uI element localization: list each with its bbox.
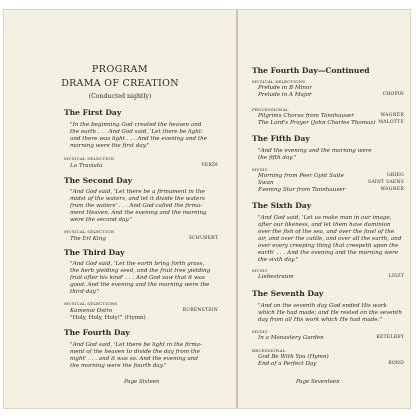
selection-composer: SCHUBERT bbox=[188, 236, 218, 241]
musical-selection-label: MUSICAL SELECTION bbox=[64, 156, 115, 161]
selection-title: Morning from Peer Gynt Suite bbox=[258, 173, 344, 179]
musical-selections-label: MUSICAL SELECTIONS bbox=[252, 79, 306, 84]
fourth-day-line: night' . . . and it was so. And the evening and bbox=[70, 356, 198, 362]
selection-composer: LISZT bbox=[388, 274, 404, 279]
selection-erl-king bbox=[70, 236, 218, 242]
selection-composer: VERDI bbox=[201, 163, 218, 168]
seventh-day-line: which He had made; and He rested on the seventh bbox=[258, 310, 402, 316]
selection-god-be-with-you bbox=[258, 354, 404, 360]
selection-kamenoi-ostro bbox=[70, 308, 218, 314]
page-footer: Page Seventeen bbox=[296, 379, 340, 385]
selection-monastery-garden bbox=[258, 335, 404, 341]
music-label: MUSIC bbox=[252, 268, 268, 273]
selection-composer: KETELBEY bbox=[376, 335, 404, 340]
selection-title: Kamenoi Ostro bbox=[70, 308, 113, 314]
third-day-line: good. And the evening and the morning were the bbox=[70, 282, 210, 288]
selection-title: Prelude in A Major bbox=[258, 92, 312, 98]
sixth-day-line: after our likeness, and let them have dominion bbox=[258, 222, 391, 228]
fifth-day-line: "And the evening and the morning were bbox=[258, 148, 372, 154]
seventh-day-line: day from all His work which He had made." bbox=[258, 317, 382, 323]
selection-composer: WAGNER bbox=[380, 113, 404, 118]
right-page bbox=[238, 10, 410, 408]
selection-composer: MALOTTE bbox=[378, 120, 404, 125]
selection-title: Swan bbox=[258, 180, 274, 186]
selection-title: Pilgrims Chorus from Tannhauser bbox=[258, 113, 354, 119]
second-day-title: The Second Day bbox=[64, 176, 133, 185]
selection-perfect-day bbox=[258, 361, 404, 367]
first-day-title: The First Day bbox=[64, 108, 122, 117]
selection-title: The Lord's Prayer (John Charles Thomas) bbox=[258, 120, 376, 126]
selection-title: La Traviata bbox=[70, 163, 103, 169]
second-day-line: from the waters' . . . And God called the firma- bbox=[70, 203, 203, 209]
fifth-day-line: the fifth day." bbox=[258, 155, 297, 161]
second-day-line: ment Heaven. And the evening and the morning bbox=[70, 210, 207, 216]
fifth-day-title: The Fifth Day bbox=[252, 134, 310, 143]
program-spread bbox=[4, 10, 410, 408]
fourth-day-line: "And God said, 'Let there be light in the firma- bbox=[70, 342, 202, 348]
seventh-day-title: The Seventh Day bbox=[252, 289, 324, 298]
sixth-day-line: "And God said, 'Let us make man in our image, bbox=[258, 215, 392, 221]
first-day-line: "In the beginning God created the heaven and bbox=[70, 122, 202, 128]
second-day-line: were the second day." bbox=[70, 217, 133, 223]
selection-composer: CHOPIN bbox=[382, 92, 404, 97]
selection-prelude-a-major bbox=[258, 92, 404, 98]
selection-title: "Holy, Holy, Holy!" (Hymn) bbox=[70, 315, 146, 321]
selection-title: Liebestraum bbox=[258, 274, 294, 280]
sixth-day-title: The Sixth Day bbox=[252, 201, 312, 210]
first-day-line: the earth . . . And God said, 'Let there be light: bbox=[70, 129, 203, 135]
page-gutter bbox=[236, 10, 238, 408]
selection-title: The Erl King bbox=[70, 236, 106, 242]
third-day-line: the herb yielding seed, and the fruit tree yielding bbox=[70, 268, 211, 274]
selection-title: End of a Perfect Day bbox=[258, 361, 317, 367]
second-day-line: "And God said, 'Let there be a firmament in the bbox=[70, 189, 205, 195]
selection-swan bbox=[258, 180, 404, 186]
selection-peer-gynt bbox=[258, 173, 404, 179]
program-heading: PROGRAM bbox=[91, 64, 149, 75]
third-day-line: fruit after his kind' . . . And God saw that it was bbox=[70, 275, 205, 281]
first-day-line: and there was light . . . And the evening and the bbox=[70, 136, 207, 142]
selection-prelude-b-minor bbox=[258, 85, 404, 91]
selection-la-traviata bbox=[70, 163, 218, 169]
recessional-label: RECESSIONAL bbox=[252, 348, 286, 353]
seventh-day-line: "And on the seventh day God ended His work bbox=[258, 303, 387, 309]
fourth-day-continued-title: The Fourth Day—Continued bbox=[252, 66, 370, 75]
selection-composer: GRIEG bbox=[387, 173, 404, 178]
sixth-day-line: earth' . . . And the evening and the morning were bbox=[258, 250, 399, 256]
third-day-line: third day." bbox=[70, 289, 100, 295]
selection-title: In a Monastery Garden bbox=[258, 335, 324, 341]
selection-title: Evening Star from Tannhauser bbox=[258, 187, 346, 193]
musical-selection-label: MUSICAL SELECTION bbox=[64, 229, 115, 234]
selection-lords-prayer bbox=[258, 120, 404, 126]
sixth-day-line: over every creeping thing that creepeth upon the bbox=[258, 243, 399, 249]
left-page bbox=[4, 10, 236, 408]
drama-heading: DRAMA OF CREATION bbox=[61, 78, 179, 89]
second-day-line: midst of the waters, and let it divide the waters bbox=[70, 196, 205, 202]
selection-composer: BOND bbox=[388, 361, 404, 366]
selection-liebestraum bbox=[258, 274, 404, 280]
selection-title: God Be With You (Hymn) bbox=[258, 354, 329, 360]
fourth-day-title: The Fourth Day bbox=[64, 328, 130, 337]
music-label: MUSIC bbox=[252, 329, 268, 334]
selection-composer: SAINT SAENS bbox=[367, 180, 404, 185]
fourth-day-line: the morning were the fourth day." bbox=[70, 363, 167, 369]
first-day-line: morning were the first day." bbox=[70, 143, 150, 149]
selection-pilgrims-chorus bbox=[258, 113, 404, 119]
fourth-day-line: ment of the heaven to divide the day from the bbox=[70, 349, 201, 355]
third-day-line: "And God said, 'Let the earth bring forth grass, bbox=[70, 261, 205, 267]
processional-label: PROCESSIONAL bbox=[252, 107, 289, 112]
third-day-title: The Third Day bbox=[64, 248, 125, 257]
music-label: MUSIC bbox=[252, 167, 268, 172]
selection-holy-hymn bbox=[70, 315, 146, 321]
sixth-day-line: the sixth day." bbox=[258, 257, 299, 263]
page-footer: Page Sixteen bbox=[124, 379, 160, 385]
selection-title: Prelude in B Minor bbox=[258, 85, 313, 91]
sixth-day-line: over the fish of the sea, and over the fowl of the bbox=[258, 229, 395, 235]
conducted-note: (Conducted nightly) bbox=[88, 93, 152, 100]
sixth-day-line: air, and over the cattle, and over all the earth, and bbox=[258, 236, 402, 242]
selection-evening-star bbox=[258, 187, 404, 193]
selection-composer: WAGNER bbox=[380, 187, 404, 192]
selection-composer: RUBENSTEIN bbox=[182, 308, 218, 313]
musical-selections-label: MUSICAL SELECTIONS bbox=[64, 301, 118, 306]
